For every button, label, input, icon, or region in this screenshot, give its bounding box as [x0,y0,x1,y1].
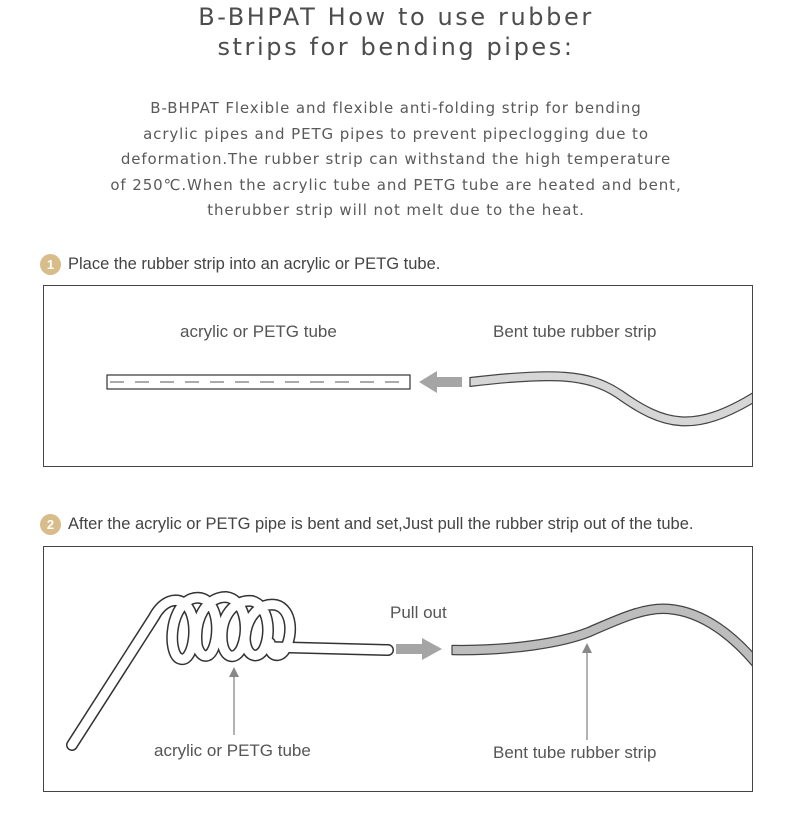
step-1-illustration [43,285,753,467]
pull-out-arrow-icon [396,638,442,660]
step-2-heading [40,513,694,535]
description-line: of 250℃.When the acrylic tube and PETG tube are heated and bent, [110,175,682,194]
step-2-drawing [44,547,752,791]
step-2-illustration [43,546,753,792]
step-1-drawing [44,286,752,466]
step-2-tube-label: acrylic or PETG tube [154,741,311,760]
coiled-tube-icon [72,597,388,745]
description-line: deformation.The rubber strip can withstand the high temperature [120,150,672,168]
description-line: B-BHPAT Flexible and flexible anti-folding strip for bending [150,99,642,117]
page-title [0,2,792,62]
step-1-heading [40,253,440,275]
strip-pointer-icon [582,643,592,740]
step-1-text: Place the rubber strip into an acrylic or PETG tube. [68,254,441,273]
step-2-text: After the acrylic or PETG pipe is bent and set,Just pull the rubber strip out of the tube. [68,514,694,533]
straight-tube-icon [107,375,410,389]
rubber-strip-icon [470,376,752,421]
tube-pointer-icon [229,667,239,735]
title-line-1: B-BHPAT How to use rubber [198,3,594,31]
description [56,96,736,224]
description-line: acrylic pipes and PETG pipes to prevent pipeclogging due to [143,124,649,143]
description-line: therubber strip will not melt due to the heat. [207,201,585,219]
insert-arrow-icon [419,371,462,393]
step-1-tube-label: acrylic or PETG tube [180,322,337,341]
title-line-2: strips for bending pipes: [217,33,575,61]
rubber-strip-icon [452,609,752,663]
step-1-number-badge: 1 [40,254,61,275]
pull-out-label: Pull out [390,603,447,622]
step-1-strip-label: Bent tube rubber strip [493,322,657,341]
step-2-strip-label: Bent tube rubber strip [493,743,657,762]
step-2-number-badge: 2 [40,514,61,535]
